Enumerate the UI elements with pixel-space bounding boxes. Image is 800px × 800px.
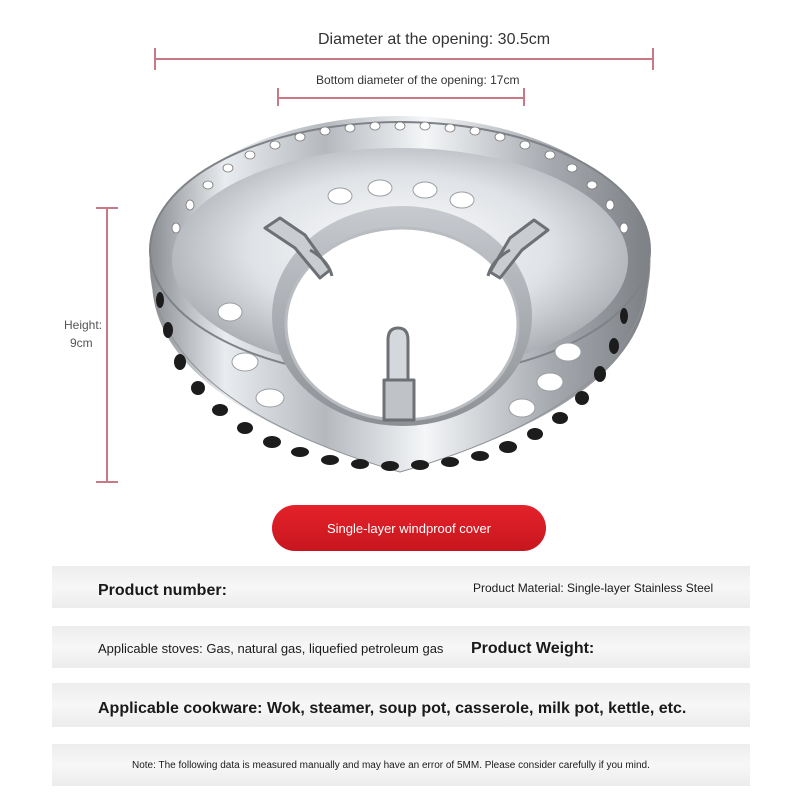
height-cap-top xyxy=(96,207,118,209)
height-line xyxy=(106,208,108,482)
opening-diameter-cap-right xyxy=(652,48,654,70)
bottom-diameter-label: Bottom diameter of the opening: 17cm xyxy=(316,73,520,87)
product-title: Single-layer windproof cover xyxy=(326,520,492,536)
measurement-note: Note: The following data is measured manually and may have an error of 5MM. Please consider carefully if you mind. xyxy=(132,760,650,771)
note-row xyxy=(52,744,750,786)
applicable-cookware-label: Applicable cookware: Wok, steamer, soup pot, casserole, milk pot, kettle, etc. xyxy=(98,700,687,717)
opening-diameter-label: Diameter at the opening: 30.5cm xyxy=(318,31,551,48)
height-cap-bottom xyxy=(96,481,118,483)
height-label: Height: xyxy=(64,318,103,332)
bottom-diameter-line xyxy=(278,97,524,99)
spec-row-3 xyxy=(52,683,750,727)
windproof-cover-image xyxy=(140,100,660,490)
applicable-stoves-label: Applicable stoves: Gas, natural gas, liquefied petroleum gas xyxy=(98,641,444,656)
product-weight-label: Product Weight: xyxy=(471,640,595,657)
opening-diameter-cap-left xyxy=(154,48,156,70)
product-material-label: Product Material: Single-layer Stainless Steel xyxy=(473,581,714,595)
height-value: 9cm xyxy=(70,336,93,350)
product-number-label: Product number: xyxy=(98,582,227,599)
spec-row-2 xyxy=(52,626,750,668)
product-title-badge xyxy=(272,505,546,551)
opening-diameter-line xyxy=(155,58,653,60)
spec-row-1 xyxy=(52,566,750,608)
